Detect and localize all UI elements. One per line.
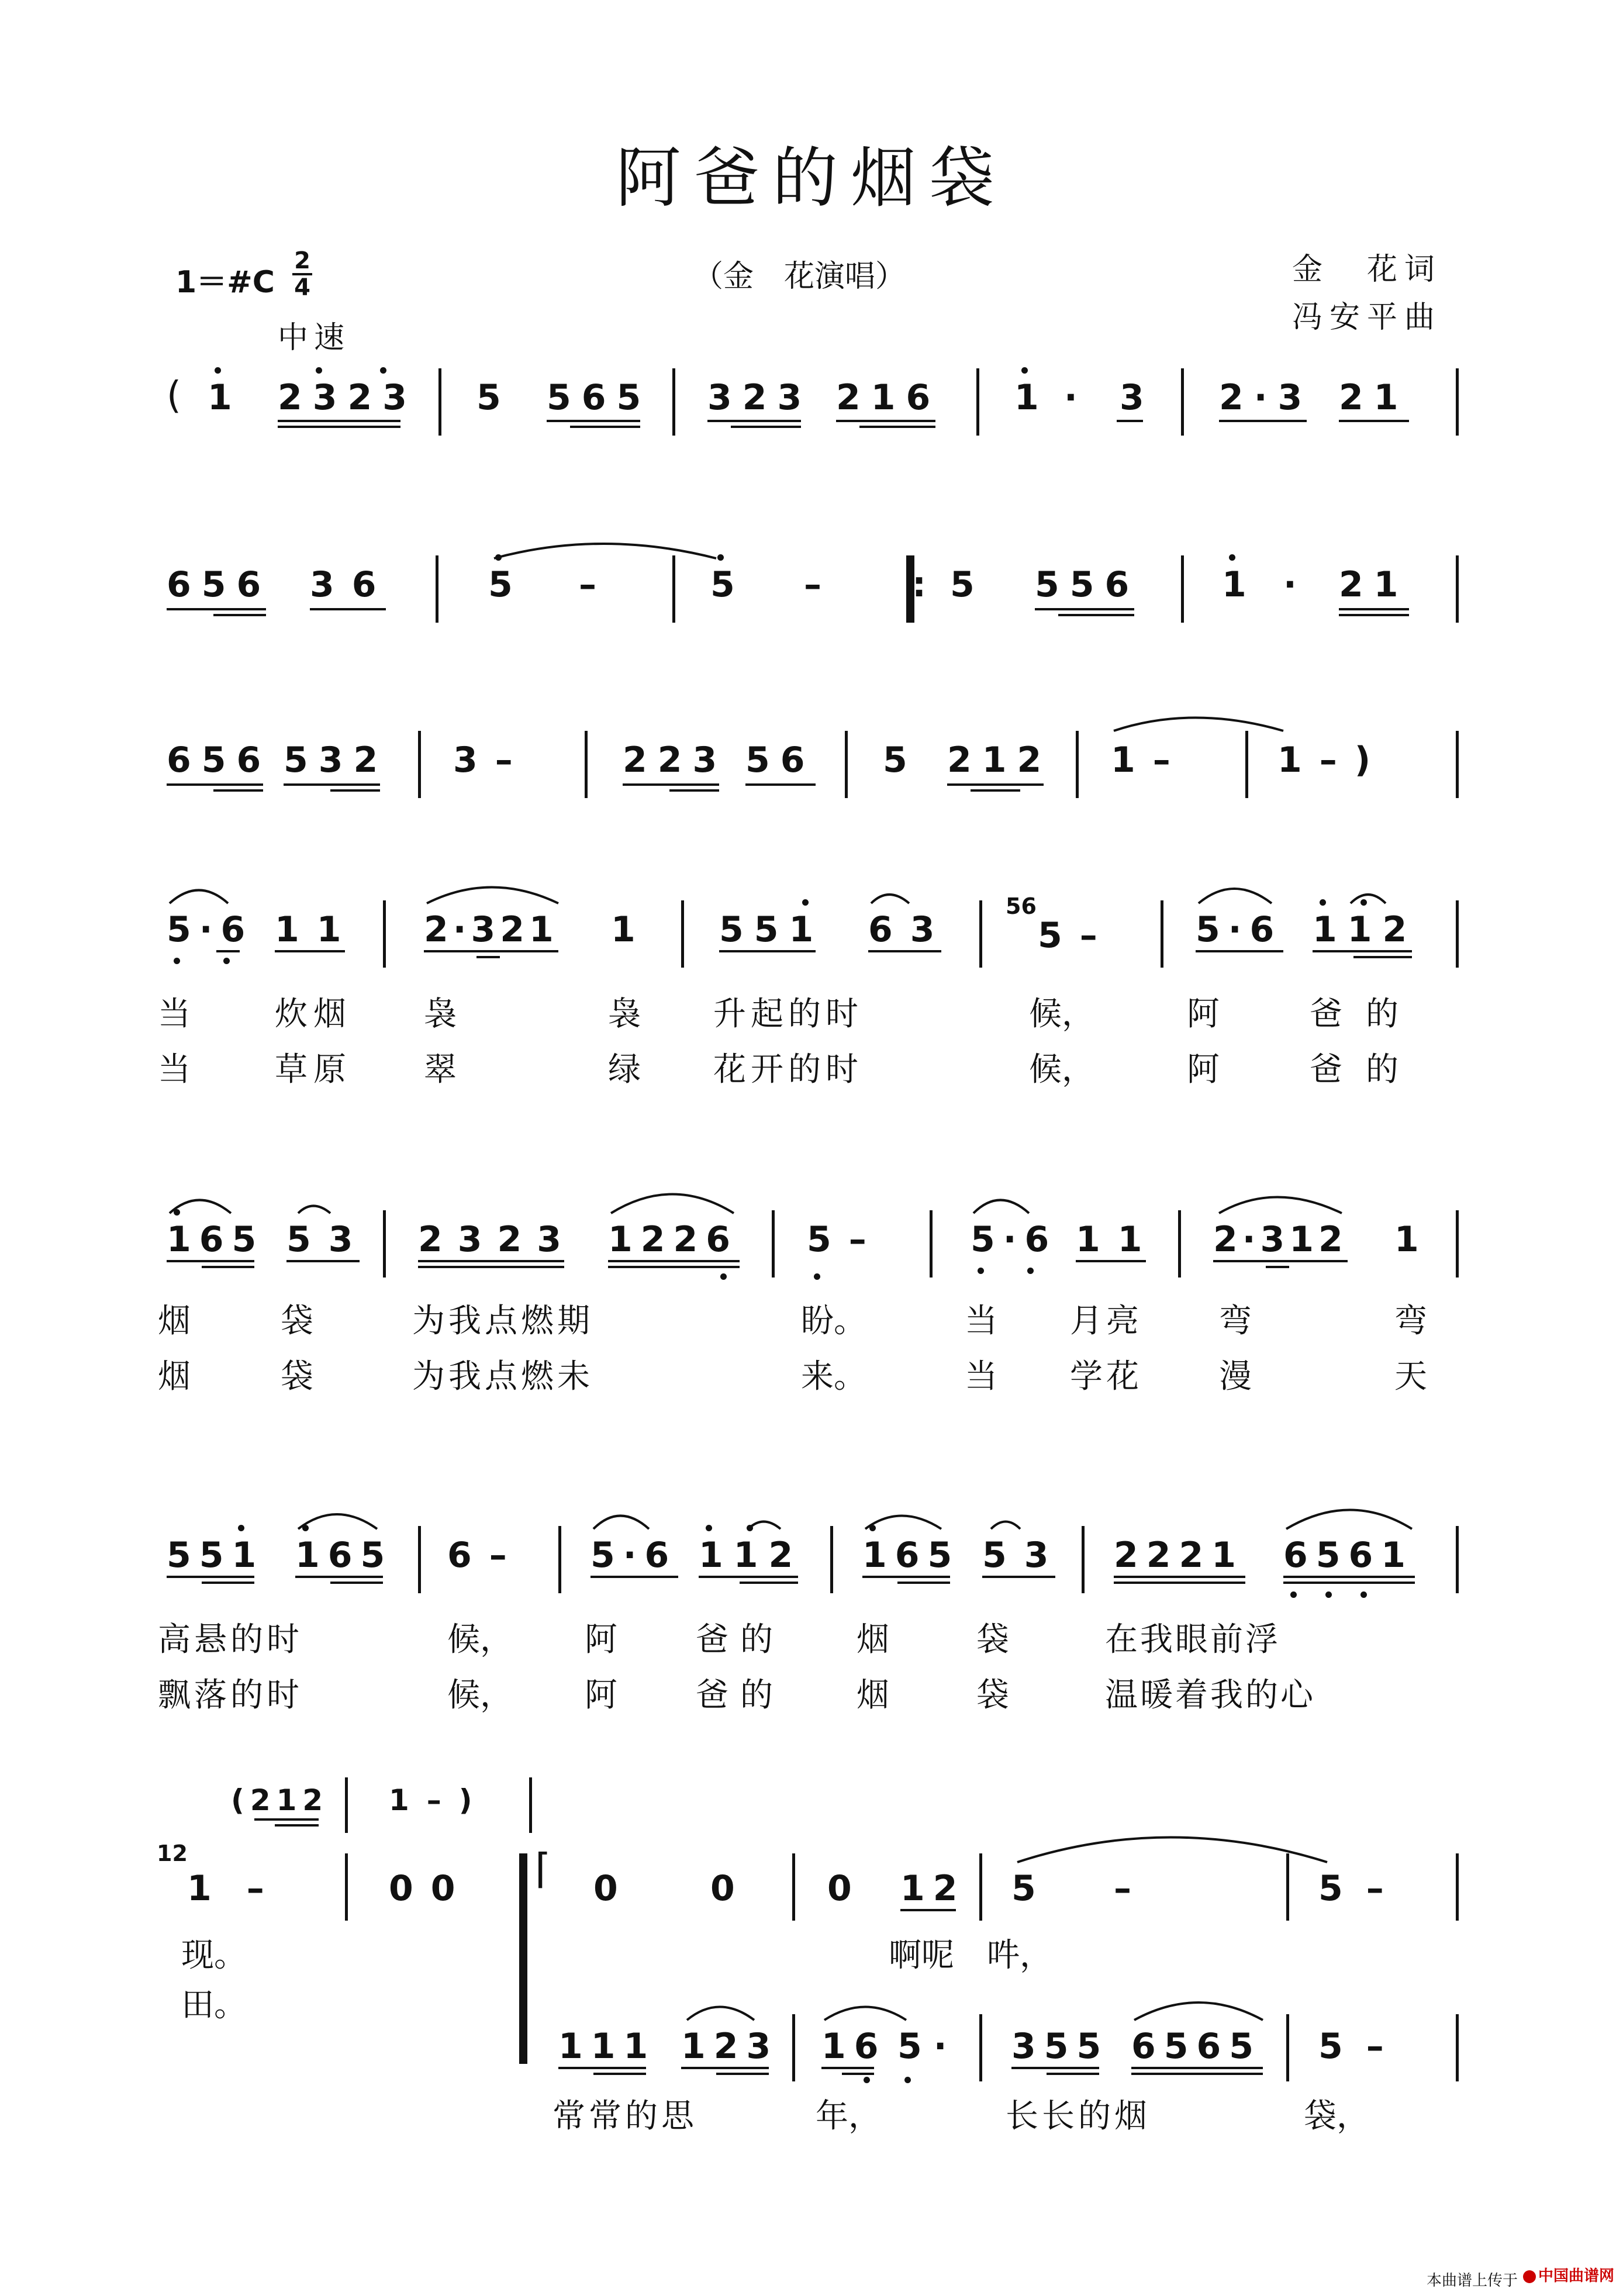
lyric: 高悬的时 [158,1621,303,1659]
note: 5 [1011,1868,1036,1909]
performer-credit: （金 花演唱） [693,259,906,294]
slur [611,1194,734,1214]
logo-mark-icon [1523,2270,1536,2283]
lyric: 候， [1029,995,1094,1033]
lyric: 爸的 [696,1676,785,1714]
lyric: 天 [1394,1358,1427,1396]
note: 0 [593,1868,618,1909]
note: 5– [1318,2026,1407,2067]
note: 5 [950,564,975,605]
note: 656 [167,564,272,605]
note: 16 [821,2026,887,2067]
note: 12 [900,1868,966,1909]
lyric: 啊呢 吽， [889,1936,1052,1974]
note: 532 [284,740,389,781]
lyric: 升起的时 [713,995,863,1033]
note: – [579,564,596,605]
lyric: 田。 [181,1986,247,2024]
note: 21 [1339,564,1409,605]
note: 53 [982,1535,1066,1576]
slur [973,1200,1029,1214]
note: 5 [883,740,907,781]
note: 165 [862,1535,961,1576]
note: 5– [1318,1868,1407,1909]
lyric: 袋， [1304,2097,1369,2135]
slur [871,895,909,903]
lyric: 爸的 [1310,1051,1422,1089]
note: 11 [275,909,359,950]
slur [865,1516,941,1529]
slur [593,1516,649,1529]
lyric: 烟 [857,1676,889,1714]
lyric: 袋 [976,1676,1009,1714]
note: 5· [897,2026,959,2067]
lyric: 阿 [585,1676,617,1714]
note: 2221 [1114,1535,1244,1576]
note: 165 [295,1535,393,1576]
lyric: 飘落的时 [158,1676,303,1714]
note: 2·321 [424,909,558,950]
note: 3– [453,740,530,781]
lyric: 阿 [1187,995,1220,1033]
note: 5 [710,564,735,605]
note: 656 [167,740,272,781]
note: 165 [167,1219,265,1260]
slur [170,1200,231,1214]
note: 56 [745,740,816,781]
note: 5 [476,377,501,418]
lyric: 袋 [976,1621,1009,1659]
note: 2·3 [1219,377,1313,418]
lyric: 当 [965,1358,997,1396]
note: 5– [807,1219,884,1260]
lyric: 当 [965,1302,997,1340]
note: 5·6 [167,909,254,950]
lyric: 翠 [424,1051,457,1089]
note: 556 [1035,564,1140,605]
lyricist-credit: 金 花词 [1292,252,1442,287]
note: 551 [167,1535,265,1576]
slur [748,1522,781,1529]
note: 551 [719,909,824,950]
lyric: 月亮 [1070,1302,1142,1340]
note: 2·312 [1213,1219,1348,1260]
note: 6– [447,1535,524,1576]
note: 5 [488,564,513,605]
note: 565 [547,377,652,418]
breath-mark: 12 [157,1841,188,1866]
lyric: 为我点燃未 [412,1358,593,1396]
note: 2323 [278,377,417,418]
lyric: 来。 [801,1358,866,1396]
lyric: 袋 [281,1302,313,1340]
slur [1134,2002,1263,2020]
lyric: 袋 [281,1358,313,1396]
lyric: 候， [447,1621,513,1659]
lyric: 年， [816,2097,881,2135]
note: : [912,564,926,605]
note: 1–) [389,1783,490,1817]
note: (212 [231,1783,329,1817]
note: 112 [699,1535,804,1576]
lyric: 学花 [1070,1358,1142,1396]
lyric: 花开的时 [713,1051,863,1089]
note: 112 [1313,909,1418,950]
note: 5– [1038,915,1115,956]
key-signature: 1＝#C [175,265,275,300]
note: 5·6 [971,1219,1058,1260]
lyric: 当 [158,995,191,1033]
note: 216 [836,377,941,418]
lyric: 爸的 [696,1621,785,1659]
note: 2323 [418,1219,576,1260]
note: 1– [187,1868,299,1909]
lyric: 现。 [181,1936,247,1974]
footer-text: 本曲谱上传于 [1427,2272,1518,2290]
slur [1286,1510,1412,1529]
slur [1351,895,1386,903]
note: 1– [1111,740,1188,781]
note: 111 [558,2026,657,2067]
note: 1 [1394,1219,1419,1260]
note: 6565 [1131,2026,1262,2067]
lyric: 爸的 [1310,995,1422,1033]
note: 53 [286,1219,371,1260]
lyric: 袅 [424,995,457,1033]
slur [170,890,228,904]
slur [298,1206,330,1214]
time-signature: 2 4 [292,248,312,300]
slur [1199,889,1272,903]
slur [824,2007,906,2021]
note: 5·6 [1196,909,1283,950]
note: 21 [1339,377,1409,418]
slur [427,888,558,904]
song-title: 阿爸的烟袋 [616,140,1007,216]
lyric: 当 [158,1051,191,1089]
note: · [1064,377,1078,418]
lyric: 盼。 [801,1302,866,1340]
note: 5·6 [591,1535,678,1576]
lyric: 草原 [275,1051,352,1089]
composer-credit: 冯安平曲 [1292,300,1442,335]
slur [298,1514,377,1529]
lyric: 弯 [1219,1302,1252,1340]
tie [1114,718,1283,731]
lyric: 候， [1029,1051,1094,1089]
breath-mark: 56 [1006,893,1037,919]
slur [991,1522,1020,1529]
lyric: 常常的思 [552,2097,697,2135]
note: 355 [1011,2026,1110,2067]
note: 212 [947,740,1052,781]
note: 11 [1076,1219,1160,1260]
tie [494,544,716,558]
note: 1–) [1277,740,1389,781]
note: 223 [623,740,728,781]
slur [687,2007,754,2021]
lyric: 为我点燃期 [412,1302,593,1340]
note: 0 [710,1868,735,1909]
lyric: 绿 [608,1051,641,1089]
note: 63 [868,909,952,950]
note: 00 [389,1868,473,1909]
note: 1226 [608,1219,738,1260]
note: 1 [1014,377,1039,418]
lyric: 烟 [158,1358,191,1396]
note: – [804,564,821,605]
lyric: 候， [447,1676,513,1714]
lyric: 阿 [1187,1051,1220,1089]
note: 323 [707,377,813,418]
lyric: 烟 [158,1302,191,1340]
note: 3 [1120,377,1144,418]
lyric: 袅 [608,995,641,1033]
lyric: 阿 [585,1621,617,1659]
tie [1017,1838,1327,1863]
note: 0 [827,1868,852,1909]
note: 6561 [1283,1535,1414,1576]
note: 1 [208,377,232,418]
lyric: 烟 [857,1621,889,1659]
slur [1219,1197,1342,1214]
lyric: 在我眼前浮 [1105,1621,1280,1659]
tempo-marking: 中速 [278,320,351,355]
note: – [1114,1868,1131,1909]
lyric: 温暖着我的心 [1105,1676,1315,1714]
lyric: 长长的烟 [1006,2097,1151,2135]
note: ⌈ [535,1845,551,1893]
site-logo: 中国曲谱网 [1523,2264,1614,2285]
note: 1 [611,909,636,950]
lyric: 弯 [1394,1302,1427,1340]
note: 1 [1222,564,1246,605]
note: 123 [681,2026,779,2067]
lyric: 炊烟 [275,995,352,1033]
note: ( [167,374,181,417]
note: · [1283,564,1297,605]
lyric: 漫 [1219,1358,1252,1396]
note: 36 [310,564,394,605]
